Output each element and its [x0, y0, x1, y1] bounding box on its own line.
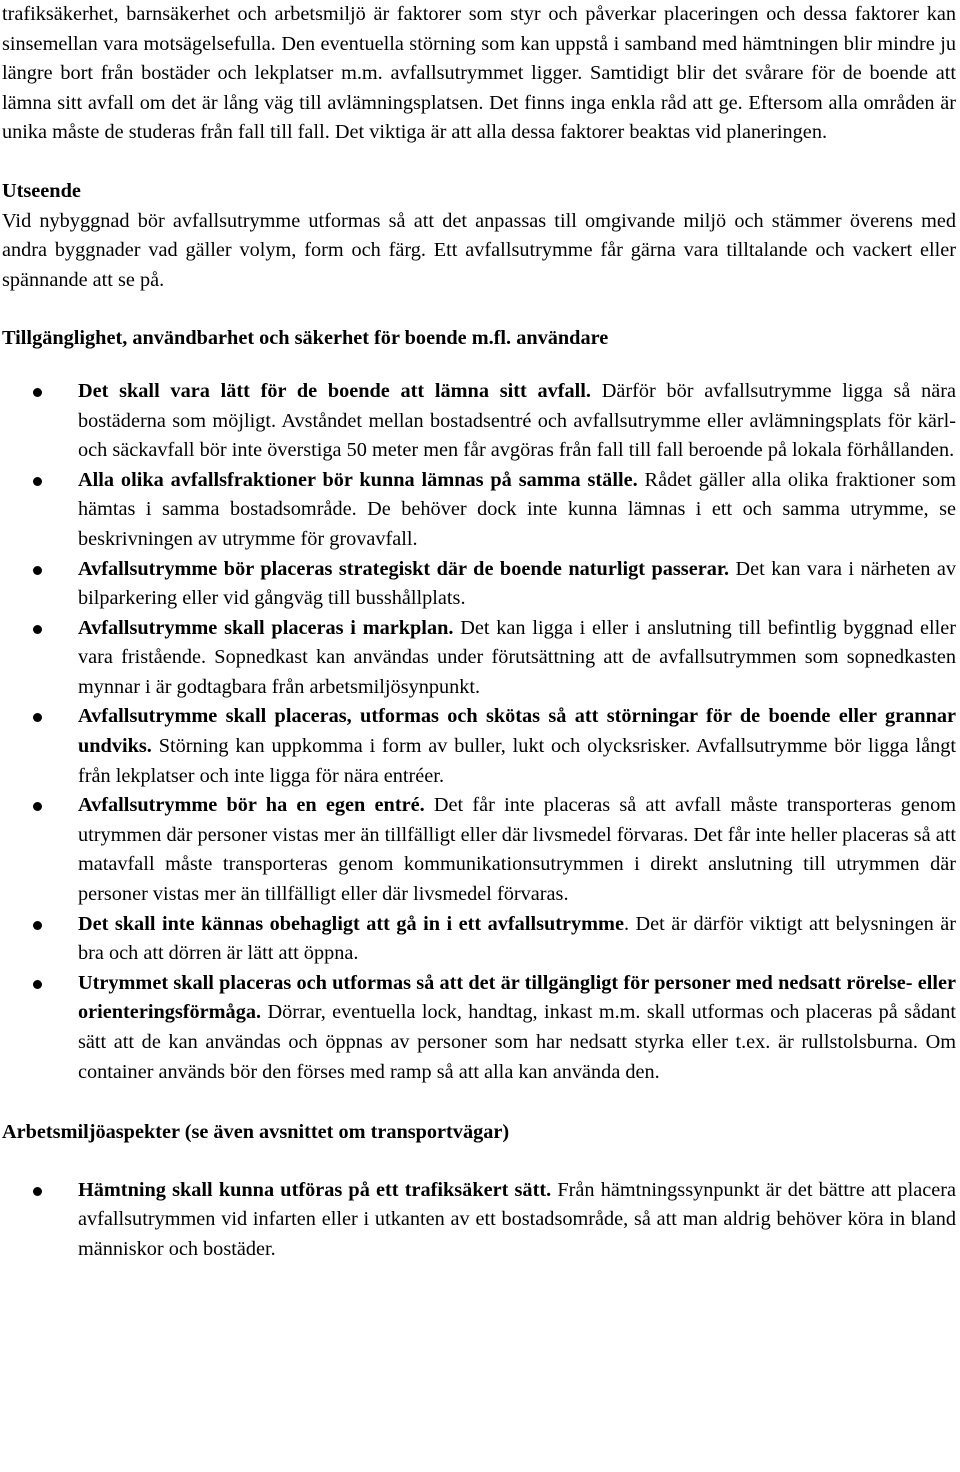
document-page [2, 0, 956, 1265]
list-item-text: . Det är därför viktigt att belysningen är bra och att dörren är lätt att öppna. [78, 912, 956, 965]
list-item-text: Störning kan uppkomma i form av buller, lukt och olycksrisker. Avfallsutrymme bör ligga långt från lekplatser och inte ligga för nära entréer. [78, 735, 956, 787]
list-item [2, 702, 956, 791]
intro-paragraph: trafiksäkerhet, barnsäkerhet och arbetsmiljö är faktorer som styr och påverkar placeringen och dessa faktorer kan sinsemellan vara motsägelsefulla. Den eventuella störning som kan uppstå i samband med hämtningen blir mindre ju längre bort från bostäder och lekplatser m.m. avfallsutrymmet ligger. Samtidigt blir det svårare för de boende att lämna sitt avfall om det är lång väg till avlämningsplatsen. Det finns inga enkla råd att ge. Eftersom alla områden är unika måste de studeras från fall till fall. Det viktiga är att alla dessa faktorer beaktas vid planeringen. [2, 3, 956, 144]
list-item [2, 555, 956, 614]
list-item-lead: Avfallsutrymme skall placeras, utformas och skötas så att störningar för de boende eller grannar undviks. [78, 705, 956, 758]
list-item-text: Det får inte placeras så att avfall måste transporteras genom utrymmen där personer vistas mer än tillfälligt eller där livsmedel förvaras. Det får inte heller placeras så att matavfall måste transporteras genom kommunikationsutrymmen i direkt anslutning till utrymmen där personer vistas mer än tillfälligt eller där livsmedel förvaras. [78, 794, 956, 906]
list-item [2, 377, 956, 466]
list-item-lead: Utrymmet skall placeras och utformas så att det är tillgängligt för personer med nedsatt rörelse- eller orienteringsförmåga. [78, 971, 956, 1024]
list-item-lead: Det skall vara lätt för de boende att lämna sitt avfall. [78, 379, 591, 402]
list-item-lead: Det skall inte kännas obehagligt att gå in i ett avfallsutrymme [78, 912, 624, 935]
tillganglighet-list [2, 377, 956, 1087]
list-item [2, 969, 956, 1087]
list-item-lead: Avfallsutrymme bör ha en egen entré. [78, 794, 425, 817]
bullet-icon [33, 477, 42, 486]
list-item-text: Det kan vara i närheten av bilparkering eller vid gångväg till busshållplats. [78, 557, 956, 610]
list-item [2, 910, 956, 969]
list-item-text: Dörrar, eventuella lock, handtag, inkast m.m. skall utformas och placeras på sådant sätt att de kan användas och öppnas av personer som har nedsatt styrka eller t.ex. är rullstolsburna. Om container används bör den förses med ramp så att alla kan använda den. [78, 1001, 956, 1083]
list-item-lead: Hämtning skall kunna utföras på ett trafiksäkert sätt. [78, 1178, 552, 1201]
list-item-lead: Avfallsutrymme skall placeras i markplan. [78, 616, 454, 639]
bullet-icon [33, 713, 42, 722]
arbetsmiljo-list [2, 1176, 956, 1265]
list-item-text: Rådet gäller alla olika fraktioner som hämtas i samma bostadsområde. De behöver dock inte kunna lämnas i ett och samma utrymme, se beskrivningen av utrymme för grovavfall. [78, 468, 956, 550]
bullet-icon [33, 802, 42, 811]
heading-tillganglighet: Tillgänglighet, användbarhet och säkerhet för boende m.fl. användare [2, 327, 609, 350]
bullet-icon [33, 1187, 42, 1196]
bullet-icon [33, 566, 42, 575]
bullet-icon [33, 625, 42, 634]
list-item [2, 466, 956, 555]
bullet-icon [33, 921, 42, 930]
list-item-text: Därför bör avfallsutrymme ligga så nära bostäderna som möjligt. Avståndet mellan bostadsentré och avfallsutrymme eller avlämningsplats för kärl- och säckavfall bör inte överstiga 50 meter men får avgöras från fall till fall beroende på lokala förhållanden. [78, 379, 956, 462]
list-item-lead: Avfallsutrymme bör placeras strategiskt där de boende naturligt passerar. [78, 557, 730, 580]
bullet-icon [33, 388, 42, 397]
list-item [2, 614, 956, 703]
list-item [2, 1176, 956, 1265]
heading-utseende: Utseende [2, 179, 81, 202]
list-item [2, 791, 956, 909]
list-item-text: Det kan ligga i eller i anslutning till befintlig byggnad eller vara fristående. Sopnedkast kan användas under förutsättning att de avfallsutrymmen som sopnedkasten mynnar i är godtagbara från arbetsmiljösynpunkt. [78, 616, 956, 698]
utseende-paragraph: Vid nybyggnad bör avfallsutrymme utformas så att det anpassas till omgivande miljö och stämmer överens med andra byggnader vad gäller volym, form och färg. Ett avfallsutrymme får gärna vara tilltalande och vackert eller spännande att se på. [2, 209, 956, 291]
list-item-text: Från hämtningssynpunkt är det bättre att placera avfallsutrymmen vid infarten eller i utkanten av ett bostadsområde, så att man aldrig behöver köra in bland människor och bostäder. [78, 1178, 956, 1260]
list-item-lead: Alla olika avfallsfraktioner bör kunna lämnas på samma ställe. [78, 468, 638, 491]
heading-arbetsmiljo: Arbetsmiljöaspekter (se även avsnittet om transportvägar) [2, 1121, 510, 1144]
bullet-icon [33, 980, 42, 989]
